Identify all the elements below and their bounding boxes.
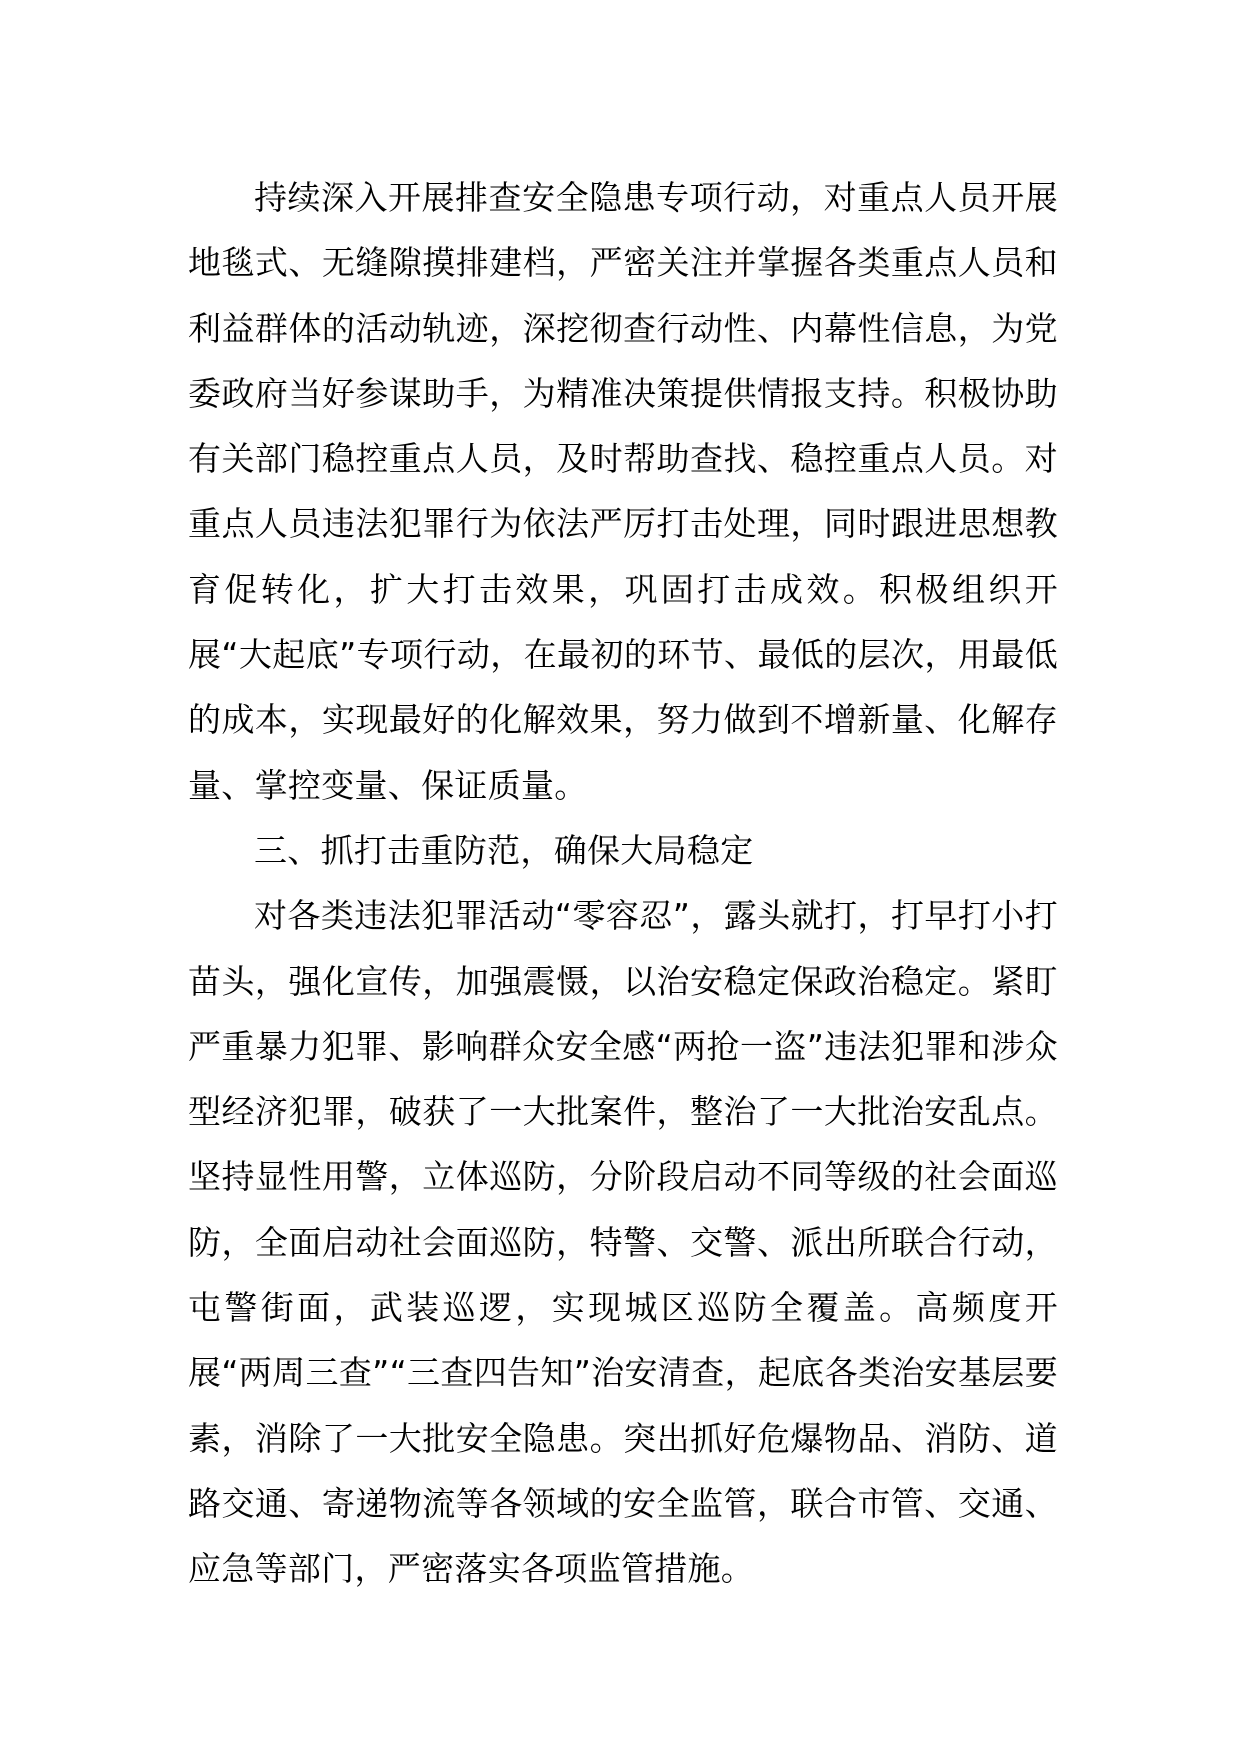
document-body bbox=[188, 165, 1058, 1602]
paragraph-investigation: 持续深入开展排查安全隐患专项行动，对重点人员开展地毯式、无缝隙摸排建档，严密关注并掌握各类重点人员和利益群体的活动轨迹，深挖彻查行动性、内幕性信息，为党委政府当好参谋助手，为精准决策提供情报支持。积极协助有关部门稳控重点人员，及时帮助查找、稳控重点人员。对重点人员违法犯罪行为依法严厉打击处理，同时跟进思想教育促转化，扩大打击效果，巩固打击成效。积极组织开展“大起底”专项行动，在最初的环节、最低的层次，用最低的成本，实现最好的化解效果，努力做到不增新量、化解存量、掌控变量、保证质量。 bbox=[188, 178, 1058, 805]
paragraph-crackdown: 对各类违法犯罪活动“零容忍”，露头就打，打早打小打苗头，强化宣传，加强震慑，以治安稳定保政治稳定。紧盯严重暴力犯罪、影响群众安全感“两抢一盗”违法犯罪和涉众型经济犯罪，破获了一大批案件，整治了一大批治安乱点。坚持显性用警，立体巡防，分阶段启动不同等级的社会面巡防，全面启动社会面巡防，特警、交警、派出所联合行动，屯警街面，武装巡逻，实现城区巡防全覆盖。高频度开展“两周三查”“三查四告知”治安清查，起底各类治安基层要素，消除了一大批安全隐患。突出抓好危爆物品、消防、道路交通、寄递物流等各领域的安全监管，联合市管、交通、应急等部门，严密落实各项监管措施。 bbox=[188, 896, 1058, 1589]
section-heading-three: 三、抓打击重防范，确保大局稳定 bbox=[254, 830, 754, 870]
